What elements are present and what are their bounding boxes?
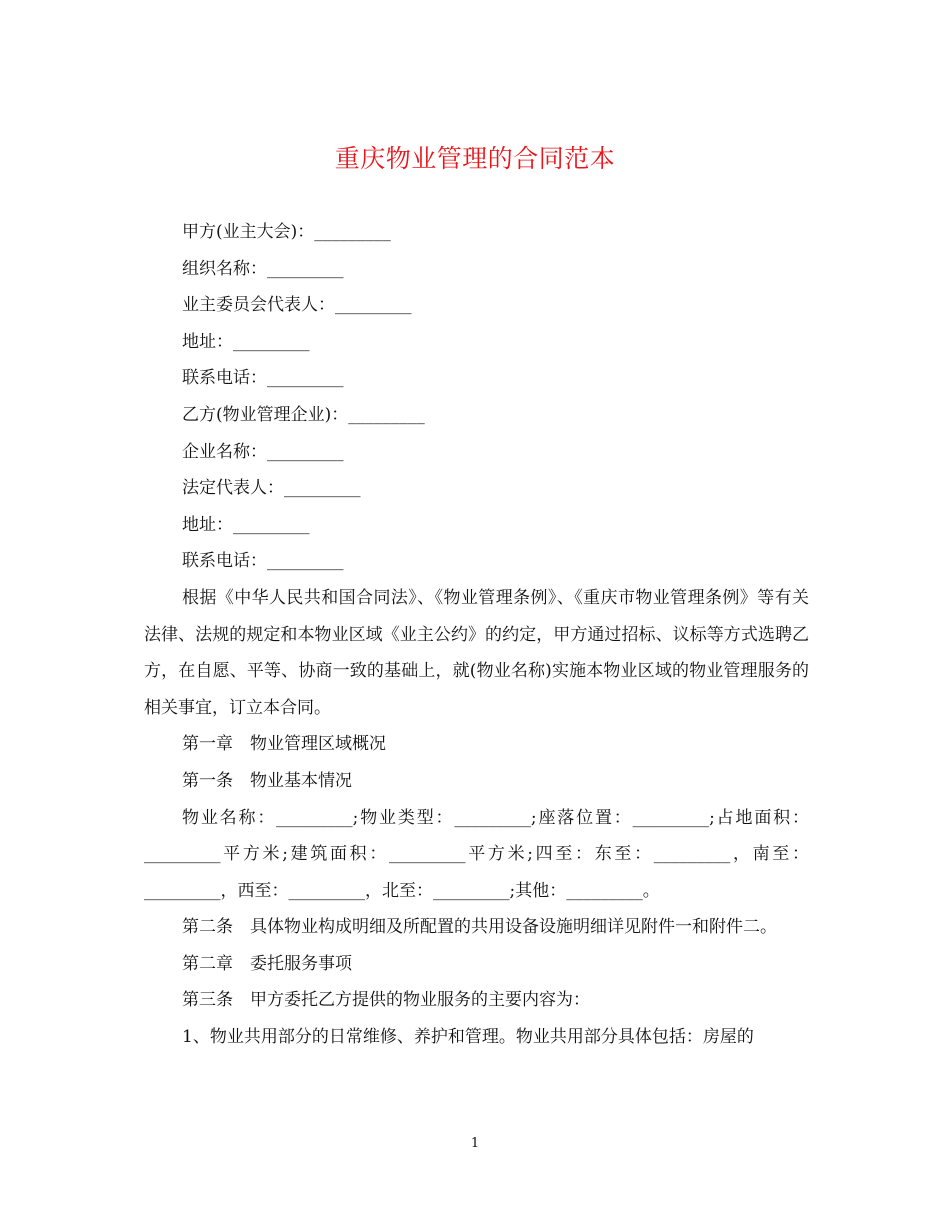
article-2-paragraph: 第二条 具体物业构成明细及所配置的共用设备设施明细详见附件一和附件二。 [182, 917, 777, 938]
document-body [144, 214, 809, 1056]
property-details-paragraph: 物业名称：_________;物业类型：_________;座落位置：_________;占地面积：_________平方米;建筑面积：_________平方米;四至：东至：_________，南至：_________，西至：_________，北至：_________;其他：_________。 [144, 807, 809, 901]
party-a-phone: 联系电话：_________ [182, 368, 344, 389]
party-a-address: 地址：_________ [182, 331, 310, 352]
article-1-heading: 第一条 物业基本情况 [182, 770, 352, 791]
chapter-1-heading: 第一章 物业管理区域概况 [182, 734, 386, 755]
page-number: 1 [470, 1136, 480, 1151]
party-b-legal-rep: 法定代表人：_________ [182, 478, 361, 499]
item-1-paragraph: 1、物业共用部分的日常维修、养护和管理。物业共用部分具体包括：房屋的 [182, 1027, 754, 1048]
party-b-header: 乙方(物业管理企业)：_________ [182, 404, 425, 425]
document-title: 重庆物业管理的合同范本 [334, 144, 616, 173]
article-3-heading: 第三条 甲方委托乙方提供的物业服务的主要内容为： [182, 990, 590, 1011]
party-a-representative: 业主委员会代表人：_________ [182, 295, 412, 316]
party-b-address: 地址：_________ [182, 514, 310, 535]
party-a-org-name: 组织名称：_________ [182, 258, 344, 279]
party-b-company-name: 企业名称：_________ [182, 441, 344, 462]
party-a-header: 甲方(业主大会)：_________ [182, 222, 391, 242]
chapter-2-heading: 第二章 委托服务事项 [182, 953, 352, 974]
preamble-paragraph: 根据《中华人民共和国合同法》、《物业管理条例》、《重庆市物业管理条例》等有关法律、法规的规定和本物业区域《业主公约》的约定，甲方通过招标、议标等方式选聘乙方，在自愿、平等、协商一致的基础上，就(物业名称)实施本物业区域的物业管理服务的相关事宜，订立本合同。 [144, 587, 809, 718]
party-b-phone: 联系电话：_________ [182, 551, 344, 572]
